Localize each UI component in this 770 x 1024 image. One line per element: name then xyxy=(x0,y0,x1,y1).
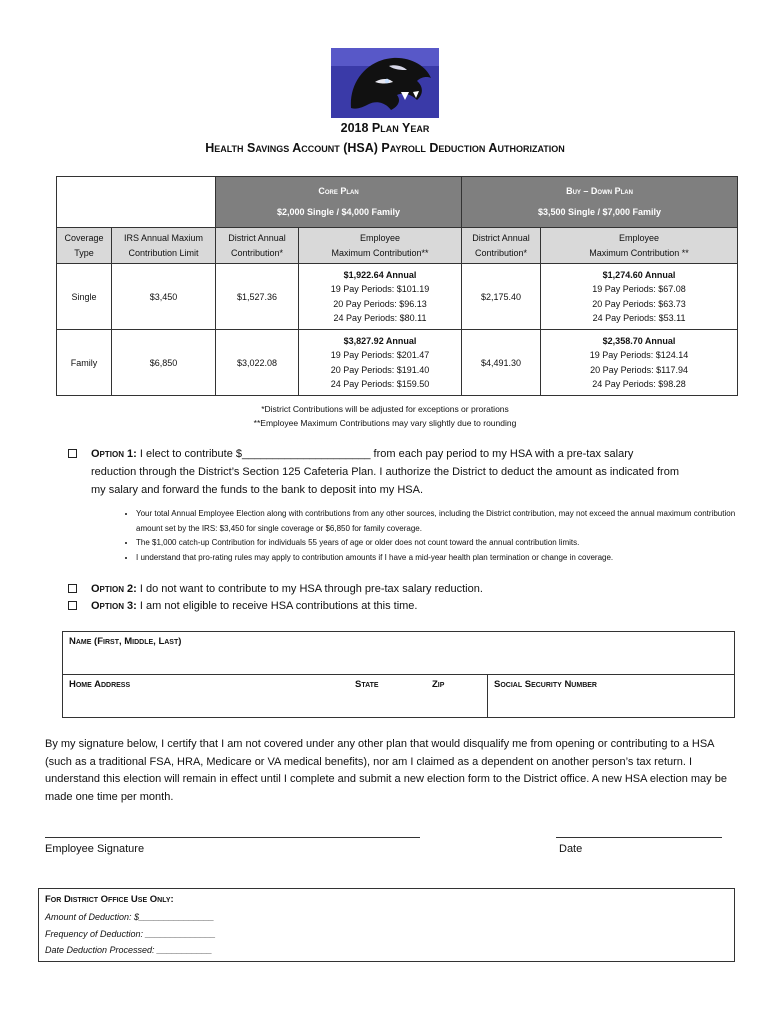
core-plan-amounts: $2,000 Single / $4,000 Family xyxy=(276,207,401,217)
bullet-item: • Your total Annual Employee Election along with contributions from any other sources, including the District contribution, may not exceed the annual maximum contribution amount set by the IRS: $3,450 for single coverage or $6,850 for family coverage. xyxy=(136,507,746,536)
option2-line xyxy=(91,580,483,598)
col-bd-district-line2: Contribution* xyxy=(475,247,528,258)
zip-label: Zip xyxy=(432,679,445,690)
frequency-of-deduction: Frequency of Deduction: ______________ xyxy=(45,929,216,939)
cell-core-employee xyxy=(299,264,462,330)
employee-signature-label: Employee Signature xyxy=(45,843,145,855)
bullet-item: • The $1,000 catch-up Contribution for individuals 55 years of age or older does not count toward the annual contribution limits. xyxy=(136,536,746,551)
bd-annual: $1,274.60 Annual xyxy=(602,269,676,280)
col-bd-employee-line2: Maximum Contribution ** xyxy=(589,247,689,258)
cell-irs: $6,850 xyxy=(112,330,216,396)
col-irs-line1: IRS Annual Maxium xyxy=(123,232,204,243)
option1-line2: reduction through the District’s Section 125 Cafeteria Plan. I authorize the District to deduct the amount as indicated from xyxy=(91,466,680,478)
cell-core-district: $1,527.36 xyxy=(216,264,299,330)
buydown-plan-header xyxy=(462,177,738,228)
bd-24-periods: 24 Pay Periods: $98.28 xyxy=(592,379,686,389)
plan-contribution-table xyxy=(56,176,738,396)
date-deduction-processed: Date Deduction Processed: ___________ xyxy=(45,945,213,955)
form-divider xyxy=(487,674,488,717)
cell-type: Single xyxy=(57,264,112,330)
cell-bd-district: $2,175.40 xyxy=(462,264,541,330)
bd-annual: $2,358.70 Annual xyxy=(602,335,676,346)
core-plan-header xyxy=(216,177,462,228)
cell-irs: $3,450 xyxy=(112,264,216,330)
col-buydown-district xyxy=(462,228,541,264)
core-24-periods: 24 Pay Periods: $80.11 xyxy=(333,313,427,323)
option1-label: Option 1: xyxy=(91,448,137,460)
core-annual: $3,827.92 Annual xyxy=(343,335,417,346)
amount-of-deduction: Amount of Deduction: $_______________ xyxy=(45,912,215,922)
col-irs-line2: Contribution Limit xyxy=(128,247,199,258)
home-address-label: Home Address xyxy=(69,679,131,690)
bd-24-periods: 24 Pay Periods: $53.11 xyxy=(592,313,686,323)
cell-core-district: $3,022.08 xyxy=(216,330,299,396)
col-core-district-line2: Contribution* xyxy=(230,247,284,258)
name-field[interactable] xyxy=(63,632,734,675)
option3-line xyxy=(91,597,417,615)
col-core-employee xyxy=(299,228,462,264)
col-coverage-type xyxy=(57,228,112,264)
option2-text: I do not want to contribute to my HSA through pre-tax salary reduction. xyxy=(136,583,483,595)
col-core-employee-line1: Employee xyxy=(359,232,401,243)
date-label: Date xyxy=(559,843,583,855)
col-coverage-line2: Type xyxy=(74,247,94,258)
bd-19-periods: 19 Pay Periods: $67.08 xyxy=(592,284,686,294)
cell-core-employee xyxy=(299,330,462,396)
date-line[interactable] xyxy=(556,837,722,838)
employee-signature-line[interactable] xyxy=(45,837,420,838)
core-annual: $1,922.64 Annual xyxy=(343,269,417,280)
name-label: Name (First, Middle, Last) xyxy=(69,636,182,647)
cell-bd-employee xyxy=(541,330,738,396)
col-core-district-line1: District Annual xyxy=(228,232,286,243)
bd-19-periods: 19 Pay Periods: $124.14 xyxy=(589,350,689,360)
col-bd-district-line1: District Annual xyxy=(472,232,530,243)
option1-text: I elect to contribute $_____________________ from each pay period to my HSA with a pre-tax salary xyxy=(136,448,634,460)
form-title: Health Savings Account (HSA) Payroll Deduction Authorization xyxy=(205,141,565,155)
table-header-blank xyxy=(57,177,216,228)
col-bd-employee-line1: Employee xyxy=(619,232,660,243)
cell-bd-employee xyxy=(541,264,738,330)
col-buydown-employee xyxy=(541,228,738,264)
plan-year-title: 2018 Plan Year xyxy=(340,121,430,135)
bd-20-periods: 20 Pay Periods: $117.94 xyxy=(590,364,688,375)
employee-max-note: **Employee Maximum Contributions may vary slightly due to rounding xyxy=(253,418,517,428)
cell-bd-district: $4,491.30 xyxy=(462,330,541,396)
core-19-periods: 19 Pay Periods: $201.47 xyxy=(330,350,430,360)
office-use-title: For District Office Use Only: xyxy=(45,894,174,905)
col-coverage-line1: Coverage xyxy=(64,232,104,243)
option2-label: Option 2: xyxy=(91,583,137,595)
state-label: State xyxy=(355,679,379,690)
option1-line1 xyxy=(91,445,741,463)
col-irs-limit xyxy=(112,228,216,264)
core-19-periods: 19 Pay Periods: $101.19 xyxy=(330,284,430,294)
cell-type: Family xyxy=(57,330,112,396)
col-core-employee-line2: Maximum Contribution** xyxy=(331,247,429,258)
core-20-periods: 20 Pay Periods: $96.13 xyxy=(333,298,427,309)
office-use-box xyxy=(38,888,735,962)
certification-text: By my signature below, I certify that I am not covered under any other plan that would disqualify me from opening or contributing to a HSA (such as a traditional FSA, HRA, Medicare or VA medical benefits), nor am I claimed as a dependent on another person’s tax return. I understand this election will remain in effect until I complete and submit a new election form to the District office. A new HSA election may be made one time per month. xyxy=(45,738,727,803)
option3-checkbox[interactable] xyxy=(68,601,77,610)
core-20-periods: 20 Pay Periods: $191.40 xyxy=(330,364,430,375)
core-24-periods: 24 Pay Periods: $159.50 xyxy=(330,379,430,389)
panther-logo xyxy=(331,48,439,118)
bd-20-periods: 20 Pay Periods: $63.73 xyxy=(592,298,686,309)
option1-checkbox[interactable] xyxy=(68,449,77,458)
col-core-district xyxy=(216,228,299,264)
buydown-plan-title: Buy – Down Plan xyxy=(566,186,633,196)
option2-checkbox[interactable] xyxy=(68,584,77,593)
employee-info-form xyxy=(62,631,735,718)
option3-text: I am not eligible to receive HSA contributions at this time. xyxy=(136,600,418,612)
buydown-plan-amounts: $3,500 Single / $7,000 Family xyxy=(537,207,662,217)
district-contribution-note: *District Contributions will be adjusted for exceptions or prorations xyxy=(261,404,509,414)
option1-line3: my salary and forward the funds to the bank to deposit into my HSA. xyxy=(91,484,424,496)
table-row-family xyxy=(57,330,738,396)
core-plan-title: Core Plan xyxy=(318,186,359,196)
option3-label: Option 3: xyxy=(91,600,137,612)
option1-bullets xyxy=(108,507,746,565)
table-row-single xyxy=(57,264,738,330)
ssn-label: Social Security Number xyxy=(494,679,597,690)
bullet-item: • I understand that pro-rating rules may apply to contribution amounts if I have a mid-year health plan termination or change in coverage. xyxy=(136,551,746,566)
